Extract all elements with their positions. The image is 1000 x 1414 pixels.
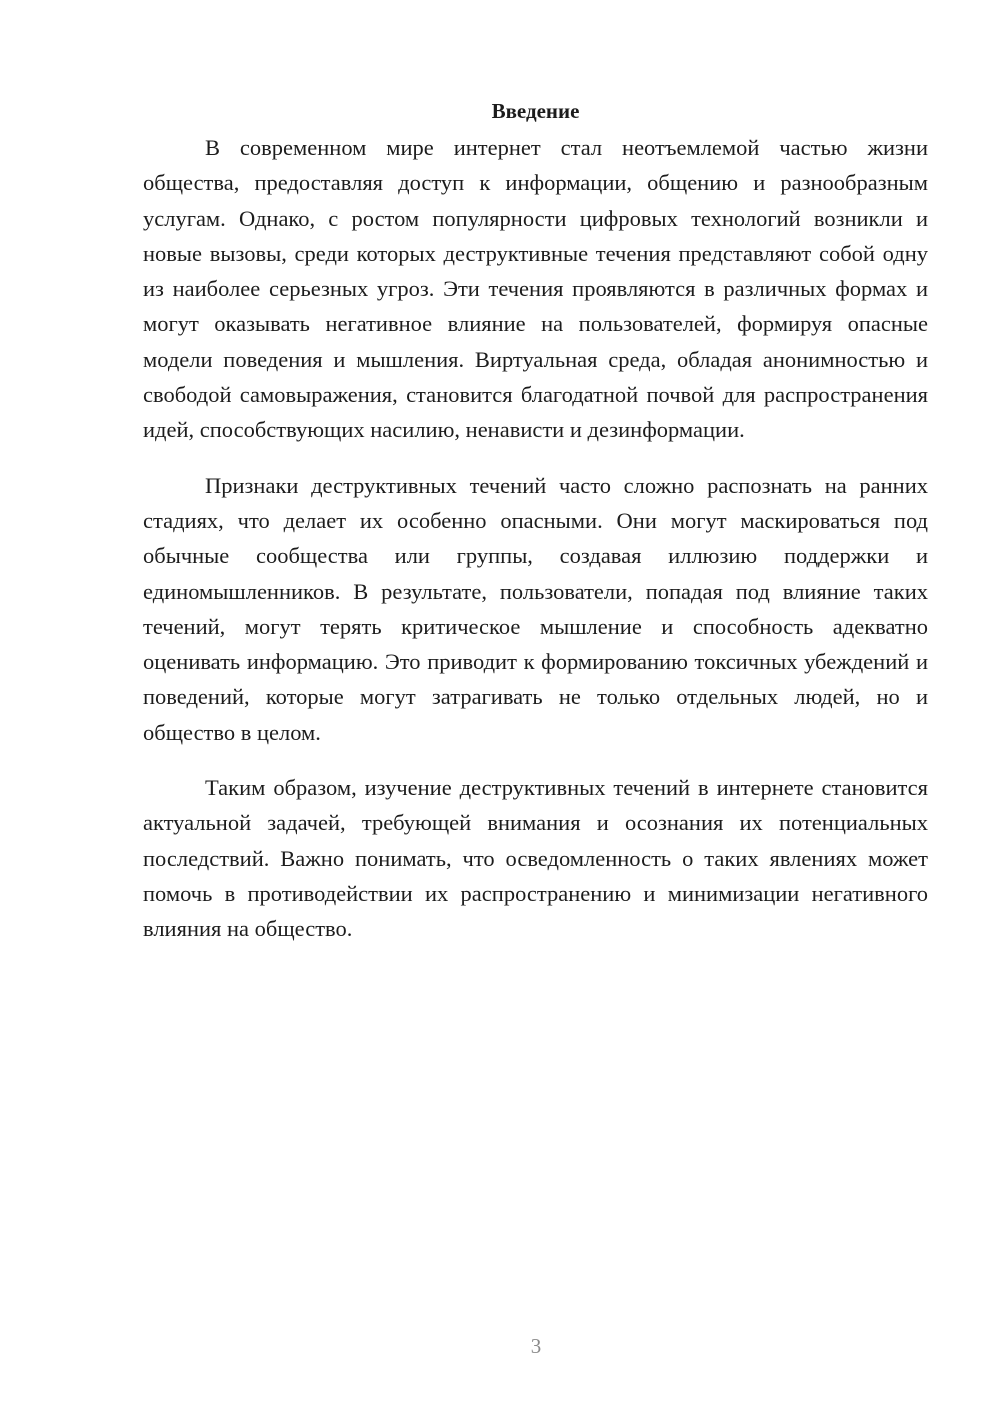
page-title: Введение (491, 99, 580, 123)
paragraph: В современном мире интернет стал неотъемлемой частью жизни общества, предоставляя доступ к информации, общению и разнообразным услугам. Однако, с ростом популярности цифровых технологий возникли и новые вызовы, среди которых деструктивные течения представляют собой одну из наиболее серьезных угроз. Эти течения проявляются в различных формах и могут оказывать негативное влияние на пользователей, формируя опасные модели поведения и мышления. Виртуальная среда, обладая анонимностью и свободой самовыражения, становится благодатной почвой для распространения идей, способствующих насилию, ненависти и дезинформации. (143, 135, 928, 443)
page-number: 3 (530, 1334, 542, 1358)
paragraph: Признаки деструктивных течений часто сложно распознать на ранних стадиях, что делает их особенно опасными. Они могут маскироваться под обычные сообщества или группы, создавая иллюзию поддержки и единомышленников. В результате, пользователи, попадая под влияние таких течений, могут терять критическое мышление и способность адекватно оценивать информацию. Это приводит к формированию токсичных убеждений и поведений, которые могут затрагивать не только отдельных людей, но и общество в целом. (143, 472, 928, 745)
paragraph: Таким образом, изучение деструктивных течений в интернете становится актуальной задачей, требующей внимания и осознания их потенциальных последствий. Важно понимать, что осведомленность о таких явлениях может помочь в противодействии их распространению и минимизации негативного влияния на общество. (143, 775, 928, 942)
page-content (143, 96, 928, 947)
